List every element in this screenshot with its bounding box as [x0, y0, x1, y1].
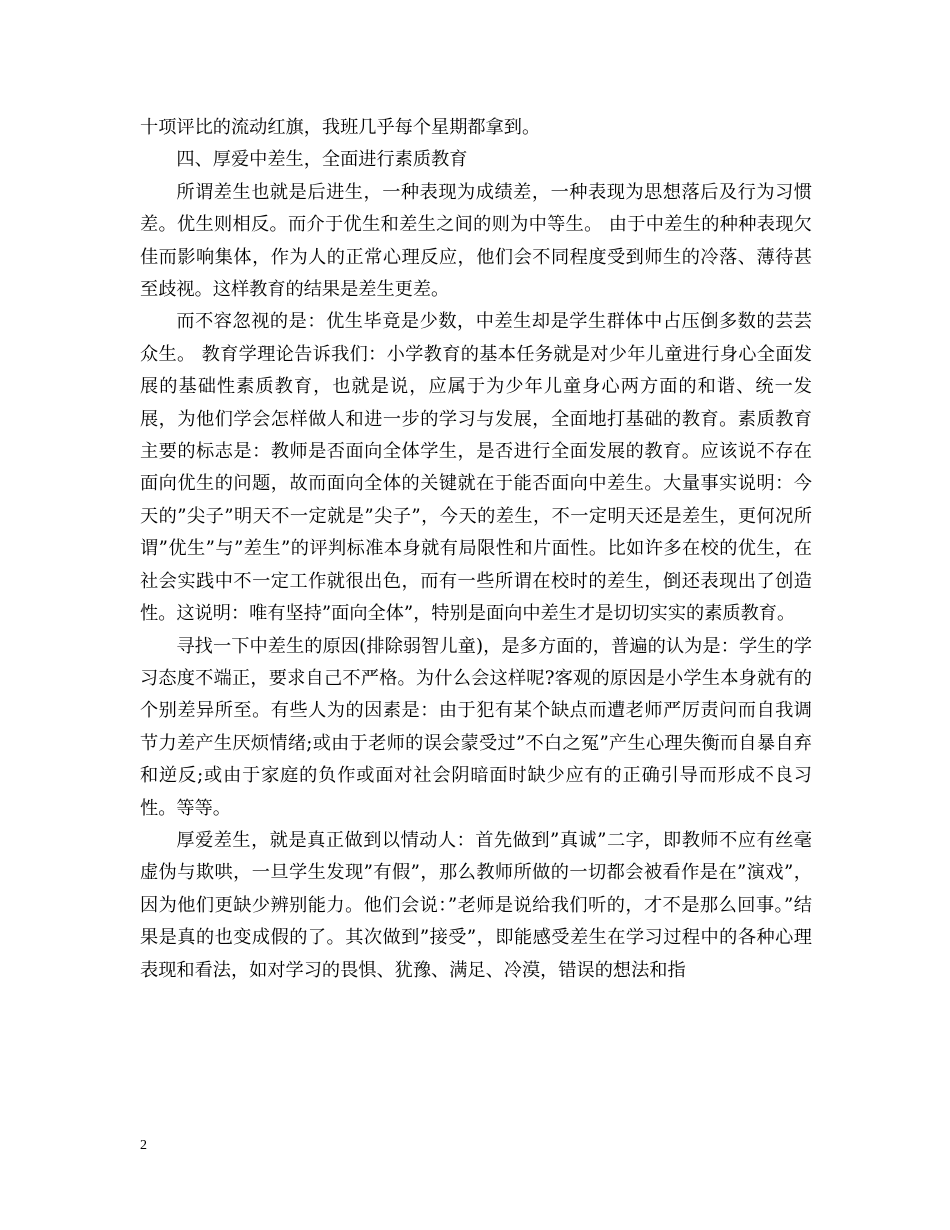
section-heading: 四、厚爱中差生，全面进行素质教育 [176, 149, 468, 171]
paragraph: 所谓差生也就是后进生，一种表现为成绩差，一种表现为思想落后及行为习惯差。优生则相反。而介于优生和差生之间的则为中等生。 由于中差生的种种表现欠佳而影响集体，作为人的正常心理反应，他们会不同程度受到师生的冷落、薄待甚至歧视。这样教育的结果是差生更差。 [140, 181, 812, 301]
paragraph: 而不容忽视的是：优生毕竟是少数，中差生却是学生群体中占压倒多数的芸芸众生。 教育学理论告诉我们：小学教育的基本任务就是对少年儿童进行身心全面发展的基础性素质教育，也就是说，应属于为少年儿童身心两方面的和谐、统一发展，为他们学会怎样做人和进一步的学习与发展，全面地打基础的教育。素质教育主要的标志是：教师是否面向全体学生，是否进行全面发展的教育。应该说不存在面向优生的问题，故而面向全体的关键就在于能否面向中差生。大量事实说明：今天的”尖子”明天不一定就是”尖子”，今天的差生，不一定明天还是差生，更何况所谓”优生”与”差生”的评判标准本身就有局限性和片面性。比如许多在校的优生，在社会实践中不一定工作就很出色，而有一些所谓在校时的差生，倒还表现出了创造性。这说明：唯有坚持”面向全体”，特别是面向中差生才是切切实实的素质教育。 [140, 311, 812, 625]
paragraph-continuation: 十项评比的流动红旗，我班几乎每个星期都拿到。 [140, 117, 541, 138]
paragraph: 厚爱差生，就是真正做到以情动人：首先做到”真诚”二字，即教师不应有丝毫虚伪与欺哄，一旦学生发现”有假”，那么教师所做的一切都会被看作是在”演戏”，因为他们更缺少辨别能力。他们会说：”老师是说给我们听的，才不是那么回事。”结果是真的也变成假的了。其次做到”接受”，即能感受差生在学习过程中的各种心理表现和看法，如对学习的畏惧、犹豫、满足、冷漠，错误的想法和指 [140, 829, 812, 981]
paragraph: 寻找一下中差生的原因(排除弱智儿童)，是多方面的，普遍的认为是：学生的学习态度不端正，要求自己不严格。为什么会这样呢?客观的原因是小学生本身就有的个别差异所至。有些人为的因素是：由于犯有某个缺点而遭老师严厉责问而自我调节力差产生厌烦情绪;或由于老师的误会蒙受过”不白之冤”产生心理失衡而自暴自弃和逆反;或由于家庭的负作或面对社会阴暗面时缺少应有的正确引导而形成不良习性。等等。 [140, 635, 812, 819]
page-number: 2 [140, 1138, 147, 1153]
document-body [140, 112, 812, 987]
